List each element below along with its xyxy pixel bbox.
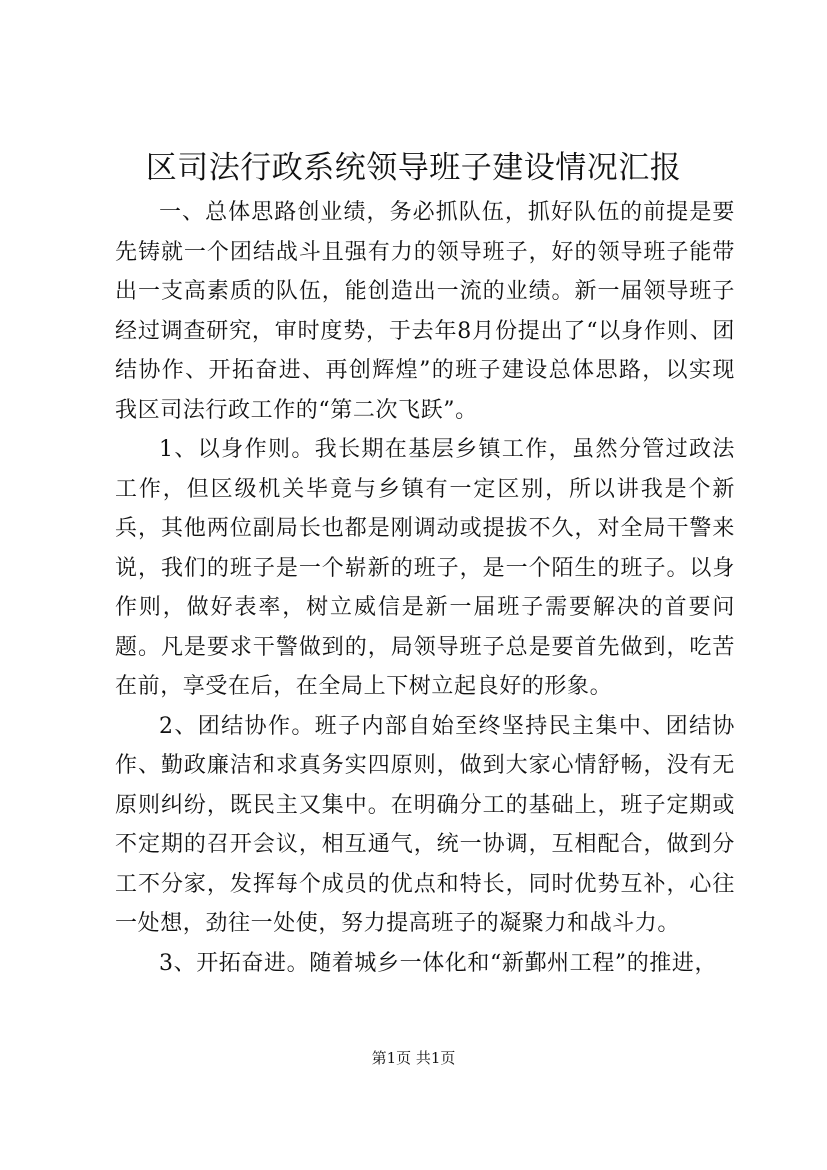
paragraph-overall-approach: 一、总体思路创业绩，务必抓队伍，抓好队伍的前提是要先铸就一个团结战斗且强有力的领导班子，好的领导班子能带出一支高素质的队伍，能创造出一流的业绩。新一届领导班子经过调查研究，审时度势，于去年8月份提出了“以身作则、团结协作、开拓奋进、再创辉煌”的班子建设总体思路，以实现我区司法行政工作的“第二次飞跃”。 (115, 200, 735, 423)
page-footer: 第1页 共1页 (371, 1049, 456, 1067)
document-body (115, 193, 735, 983)
paragraph-lead-by-example: 1、以身作则。我长期在基层乡镇工作，虽然分管过政法工作，但区级机关毕竟与乡镇有一定区别，所以讲我是个新兵，其他两位副局长也都是刚调动或提拔不久，对全局干警来说，我们的班子是一个崭新的班子，是一个陌生的班子。以身作则，做好表率，树立威信是新一届班子需要解决的首要问题。凡是要求干警做到的，局领导班子总是要首先做到，吃苦在前，享受在后，在全局上下树立起良好的形象。 (115, 437, 735, 699)
paragraph-pioneering: 3、开拓奋进。随着城乡一体化和“新鄞州工程”的推进， (159, 950, 718, 976)
document-title: 区司法行政系统领导班子建设情况汇报 (145, 150, 682, 186)
paragraph-unity-cooperation: 2、团结协作。班子内部自始至终坚持民主集中、团结协作、勤政廉洁和求真务实四原则，做到大家心情舒畅，没有无原则纠纷，既民主又集中。在明确分工的基础上，班子定期或不定期的召开会议，相互通气，统一协调，互相配合，做到分工不分家，发挥每个成员的优点和特长，同时优势互补，心往一处想，劲往一处使，努力提高班子的凝聚力和战斗力。 (115, 713, 735, 936)
